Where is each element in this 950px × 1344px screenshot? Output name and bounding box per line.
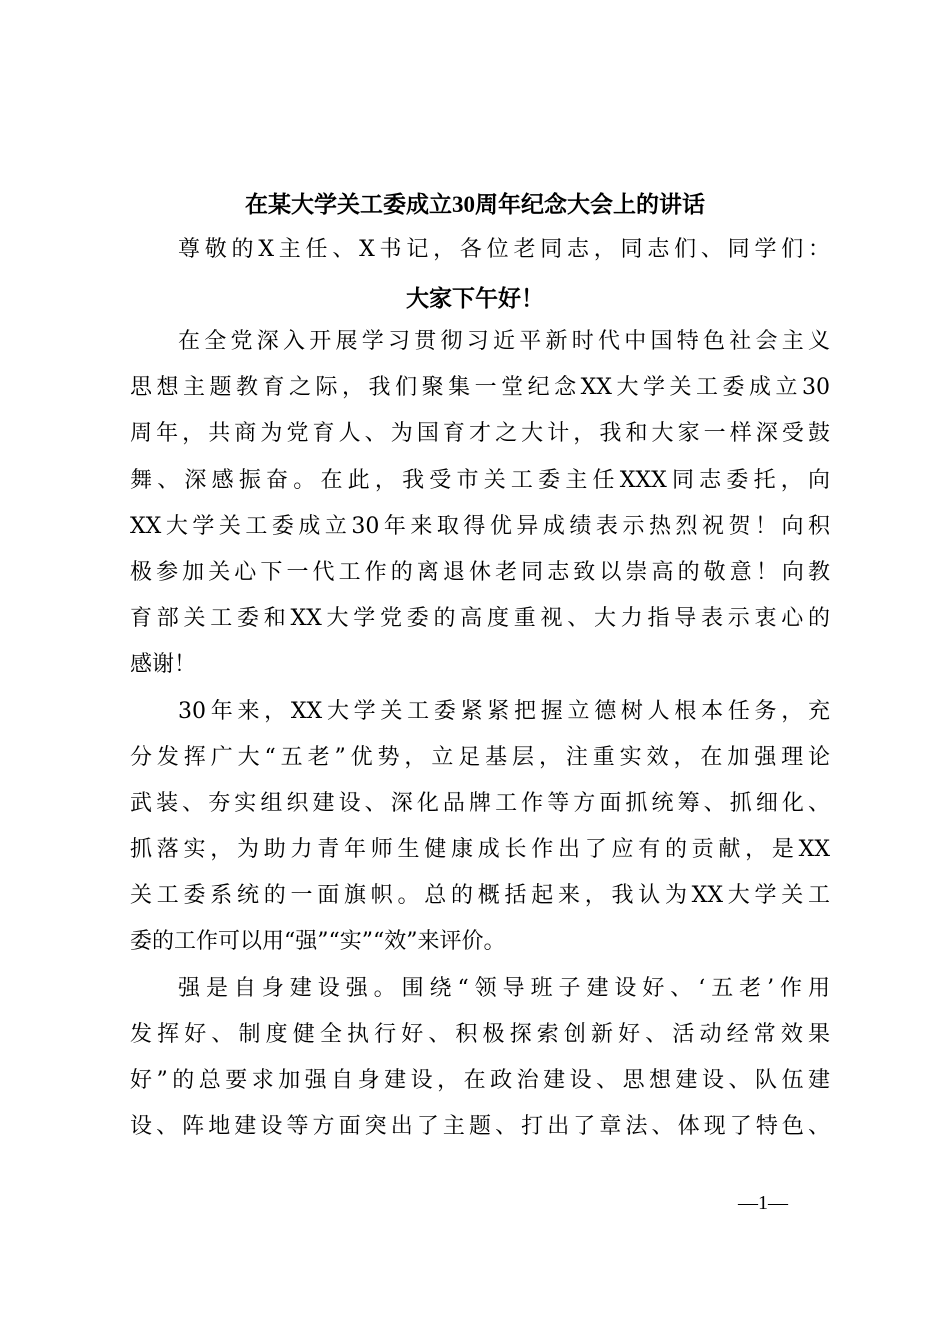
paragraph-line: 感谢！	[130, 652, 197, 678]
paragraph-line: 周年，共商为党育人、为国育才之大计，我和大家一样深受鼓	[130, 421, 830, 447]
paragraph-line: 武装、夯实组织建设、深化品牌工作等方面抓统筹、抓细化、	[130, 790, 830, 816]
paragraph-line: 舞、深感振奋。在此，我受市关工委主任XXX同志委托，向	[130, 467, 830, 493]
paragraph-line: 极参加关心下一代工作的离退休老同志致以崇高的敬意！向教	[130, 559, 830, 585]
paragraph-line: 委的工作可以用“强”“实”“效”来评价。	[130, 929, 506, 955]
document-title: 在某大学关工委成立30周年纪念大会上的讲话	[245, 192, 705, 217]
paragraph-line: 设、阵地建设等方面突出了主题、打出了章法、体现了特色、	[130, 1114, 830, 1140]
paragraph-line: 强是自身建设强。围绕“领导班子建设好、‘五老’作用	[178, 975, 830, 1001]
paragraph-line: 育部关工委和XX大学党委的高度重视、大力指导表示衷心的	[130, 606, 830, 632]
paragraph-line: 抓落实，为助力青年师生健康成长作出了应有的贡献，是XX	[130, 837, 830, 863]
paragraph-line: 关工委系统的一面旗帜。总的概括起来，我认为XX大学关工	[130, 883, 830, 909]
paragraph-line: 思想主题教育之际，我们聚集一堂纪念XX大学关工委成立30	[130, 375, 830, 401]
paragraph-line: 在全党深入开展学习贯彻习近平新时代中国特色社会主义	[178, 329, 830, 354]
greeting: 大家下午好！	[406, 285, 544, 312]
paragraph-line: 好”的总要求加强自身建设，在政治建设、思想建设、队伍建	[130, 1068, 830, 1093]
paragraph-line: 发挥好、制度健全执行好、积极探索创新好、活动经常效果	[130, 1021, 830, 1047]
paragraph-line: 分发挥广大“五老”优势，立足基层，注重实效，在加强理论	[130, 744, 830, 770]
paragraph-line: XX大学关工委成立30年来取得优异成绩表示热烈祝贺！向积	[130, 513, 830, 539]
salutation: 尊敬的X主任、X书记，各位老同志，同志们、同学们：	[178, 237, 830, 262]
document-body	[130, 324, 830, 1155]
paragraph-line: 30年来，XX大学关工委紧紧把握立德树人根本任务，充	[178, 698, 830, 724]
page-number: —1—	[738, 1192, 788, 1214]
